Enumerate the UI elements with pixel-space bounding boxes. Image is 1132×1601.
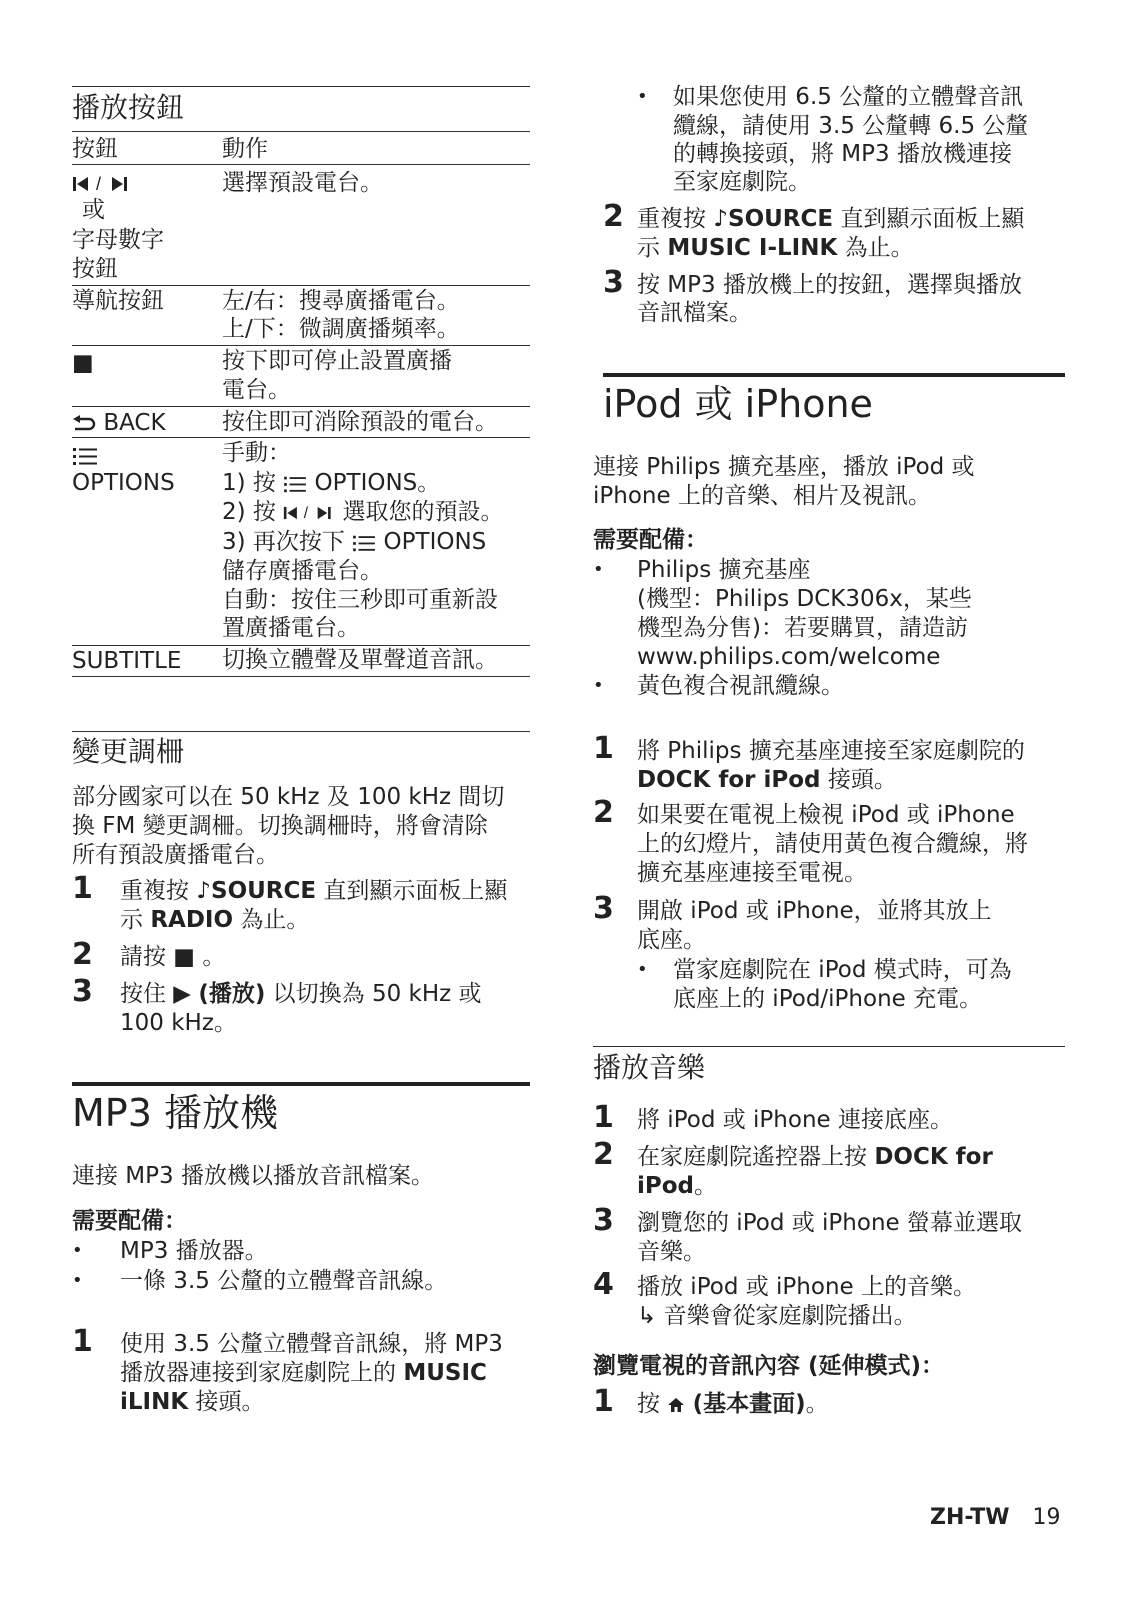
page-footer (930, 1503, 1061, 1533)
step-text (120, 905, 309, 935)
back-button-label (72, 408, 166, 438)
source-icon: ♪ (196, 878, 211, 904)
bullet-text: 黃色複合視訊纜線。 (637, 673, 844, 699)
dock-label: DOCK for (874, 1144, 993, 1170)
subheading: 瀏覽電視的音訊內容 (延伸模式)： (593, 1353, 945, 1379)
paragraph: 連接 Philips 擴充基座，播放 iPod 或 (593, 454, 975, 480)
step-text (637, 1389, 829, 1419)
table-cell: 按住即可消除預設的電台。 (222, 409, 498, 435)
step-text-part: 為止。 (233, 907, 310, 933)
result-line (637, 1301, 917, 1331)
step-text: 瀏覽您的 iPod 或 iPhone 螢幕並選取 (637, 1210, 1022, 1236)
step-text (120, 1358, 487, 1388)
bullet-text: 如果您使用 6.5 公釐的立體聲音訊 (673, 84, 1024, 110)
step-text-part: 示 (120, 907, 143, 933)
step-text-part: 。 (805, 1391, 829, 1417)
step-text: 100 kHz。 (120, 1010, 237, 1036)
bullet-icon: • (72, 1270, 83, 1291)
step-text-part: 接頭。 (188, 1389, 265, 1415)
options-icon (283, 474, 307, 494)
home-icon (667, 1397, 685, 1413)
svg-text:/: / (96, 173, 102, 194)
table-cell: 左/右：搜尋廣播電台。 (222, 288, 460, 314)
table-cell: SUBTITLE (72, 648, 182, 674)
step-text-part: 接頭。 (820, 767, 897, 793)
step-number: 1 (593, 1384, 614, 1419)
need-label: 需要配備： (72, 1208, 187, 1234)
step-text: 按 MP3 播放機上的按鈕，選擇與播放 (637, 272, 1022, 298)
table-cell: 上/下：微調廣播頻率。 (222, 316, 460, 342)
step-text (637, 1142, 993, 1172)
table-cell: 導航按鈕 (72, 288, 164, 314)
step-text: 播放 iPod 或 iPhone 上的音樂。 (637, 1274, 976, 1300)
table-cell-step2 (222, 497, 504, 527)
table-header-button: 按鈕 (72, 136, 118, 162)
bullet-text: (機型：Philips DCK306x，某些 (637, 586, 972, 612)
step-text: 開啟 iPod 或 iPhone，並將其放上 (637, 898, 992, 924)
bullet-icon: • (593, 559, 604, 580)
bullet-icon: • (72, 1240, 83, 1261)
step-number: 1 (72, 1324, 93, 1359)
prev-next-icons (72, 168, 132, 198)
step-number: 3 (603, 265, 624, 300)
bullet-text: 機型為分售)：若要購買，請造訪 (637, 615, 968, 641)
step-text-part: 重複按 (120, 878, 189, 904)
rule (72, 164, 530, 165)
step-text (637, 204, 1024, 234)
options-icon (352, 533, 376, 553)
table-cell: 按鈕 (72, 256, 118, 282)
step-text: 使用 3.5 公釐立體聲音訊線，將 MP3 (120, 1331, 503, 1357)
step-text-part: 重複按 (637, 206, 706, 232)
step-text: 音樂。 (637, 1239, 706, 1265)
step-text (120, 979, 482, 1009)
rule (72, 86, 530, 87)
table-cell: 自動：按住三秒即可重新設 (222, 587, 498, 613)
step-text: 上的幻燈片，請使用黃色複合纜線，將 (637, 831, 1028, 857)
step-text-part: 直到顯示面板上顯 (833, 206, 1025, 232)
table-cell-step1 (222, 468, 440, 498)
step-text-part: 播放器連接到家庭劇院上的 (120, 1360, 396, 1386)
bullet-icon: • (637, 959, 648, 980)
prev-next-icon (72, 174, 132, 194)
step-text: 如果要在電視上檢視 iPod 或 iPhone (637, 802, 1015, 828)
paragraph: 部分國家可以在 50 kHz 及 100 kHz 間切 (72, 784, 505, 810)
step-number: 2 (603, 199, 624, 234)
bullet-icon: • (593, 675, 604, 696)
step-text: 底座。 (637, 927, 706, 953)
radio-label: RADIO (150, 907, 234, 933)
step-text-part: 。 (694, 1173, 718, 1199)
bullet-text: 底座上的 iPod/iPhone 充電。 (673, 986, 983, 1012)
step-number: 4 (593, 1267, 614, 1302)
step-text-part: 以切換為 50 kHz 或 (265, 981, 482, 1007)
step-text: 將 iPod 或 iPhone 連接底座。 (637, 1107, 953, 1133)
step-text: 3) 再次按下 (222, 529, 345, 555)
paragraph: 所有預設廣播電台。 (72, 842, 279, 868)
bullet-icon: • (637, 86, 648, 107)
back-label: BACK (103, 410, 166, 436)
bullet-text: 至家庭劇院。 (673, 169, 811, 195)
step-text-part: 在家庭劇院遙控器上按 (637, 1144, 867, 1170)
step-text (120, 1387, 264, 1417)
back-icon (72, 415, 96, 433)
bullet-text: 的轉換接頭，將 MP3 播放機連接 (673, 141, 1012, 167)
section-title: 變更調柵 (72, 735, 185, 768)
table-cell: 電台。 (222, 377, 291, 403)
table-cell: 置廣播電台。 (222, 615, 360, 641)
rule (72, 1082, 530, 1086)
bullet-text: Philips 擴充基座 (637, 557, 811, 583)
home-label: (基本畫面) (692, 1391, 806, 1417)
step-text: 擴充基座連接至電視。 (637, 860, 867, 886)
rule (72, 437, 530, 438)
step-text (120, 876, 507, 906)
rule (72, 676, 530, 677)
step-text: 請按 ■ 。 (120, 944, 226, 970)
table-cell: 手動： (222, 440, 291, 466)
step-number: 2 (593, 1137, 614, 1172)
step-text: 選取您的預設。 (342, 499, 504, 525)
step-text-part: 按 (637, 1391, 660, 1417)
step-number: 2 (593, 795, 614, 830)
ipod-label: iPod (637, 1173, 695, 1199)
section-title: 播放音樂 (593, 1051, 706, 1084)
step-number: 3 (593, 891, 614, 926)
step-text: OPTIONS (383, 529, 487, 555)
play-label: (播放) (198, 981, 266, 1007)
table-cell: OPTIONS (72, 470, 175, 496)
url-text: www.philips.com/welcome (637, 644, 941, 670)
need-label: 需要配備： (593, 527, 708, 553)
stop-icon: ■ (72, 350, 94, 376)
step-number: 1 (593, 1100, 614, 1135)
table-header-action: 動作 (222, 136, 268, 162)
step-text-part: 按住 ▶ (120, 981, 191, 1007)
options-icon-cell (72, 440, 98, 470)
bullet-text: MP3 播放器。 (120, 1238, 268, 1264)
section-title: MP3 播放機 (72, 1091, 278, 1135)
bullet-text: 當家庭劇院在 iPod 模式時，可為 (673, 957, 1012, 983)
music-label: MUSIC (403, 1360, 487, 1386)
dock-label: DOCK for iPod (637, 767, 821, 793)
step-number: 1 (72, 871, 93, 906)
step-text-part: 直到顯示面板上顯 (316, 878, 508, 904)
step-text-part: 為止。 (837, 235, 914, 261)
rule (593, 1046, 1065, 1047)
paragraph: iPhone 上的音樂、相片及視訊。 (593, 483, 931, 509)
step-text (637, 233, 914, 263)
svg-text:/: / (304, 504, 309, 522)
table-cell: 儲存廣播電台。 (222, 558, 383, 584)
section-title: iPod 或 iPhone (603, 382, 873, 426)
step-text: 1) 按 (222, 470, 276, 496)
bullet-text: 一條 3.5 公釐的立體聲音訊線。 (120, 1268, 448, 1294)
table-cell: 字母數字 (72, 227, 164, 253)
step-text: 將 Philips 擴充基座連接至家庭劇院的 (637, 738, 1025, 764)
ilink-label: iLINK (120, 1389, 189, 1415)
source-icon: ♪ (713, 206, 728, 232)
result-text: 音樂會從家庭劇院播出。 (663, 1303, 917, 1329)
step-text: OPTIONS。 (314, 470, 441, 496)
music-ilink-label: MUSIC I-LINK (667, 235, 838, 261)
step-text: 音訊檔案。 (637, 300, 752, 326)
table-cell-step3 (222, 527, 486, 557)
table-cell: 按下即可停止設置廣播 (222, 348, 452, 374)
step-text-part: 示 (637, 235, 660, 261)
step-text (637, 765, 897, 795)
rule (72, 131, 530, 132)
prev-next-icon (283, 504, 335, 522)
options-icon (72, 445, 98, 467)
bullet-text: 纜線，請使用 3.5 公釐轉 6.5 公釐 (673, 113, 1029, 139)
page-number: 19 (1032, 1505, 1061, 1530)
step-text: 2) 按 (222, 499, 276, 525)
step-number: 3 (72, 974, 93, 1009)
paragraph: 換 FM 變更調柵。切換調柵時，將會清除 (72, 813, 488, 839)
rule (72, 731, 530, 732)
table-title: 播放按鈕 (72, 91, 185, 124)
table-cell: 切換立體聲及單聲道音訊。 (222, 647, 498, 673)
step-text (637, 1171, 717, 1201)
result-arrow-icon: ↳ (637, 1303, 657, 1329)
source-label: SOURCE (728, 206, 834, 232)
rule (603, 373, 1065, 377)
step-number: 3 (593, 1203, 614, 1238)
language-code: ZH-TW (930, 1505, 1010, 1530)
table-cell: 或 (82, 197, 105, 223)
step-number: 1 (593, 731, 614, 766)
table-cell: 選擇預設電台。 (222, 170, 383, 196)
step-number: 2 (72, 937, 93, 972)
paragraph: 連接 MP3 播放機以播放音訊檔案。 (72, 1163, 434, 1189)
source-label: SOURCE (211, 878, 317, 904)
